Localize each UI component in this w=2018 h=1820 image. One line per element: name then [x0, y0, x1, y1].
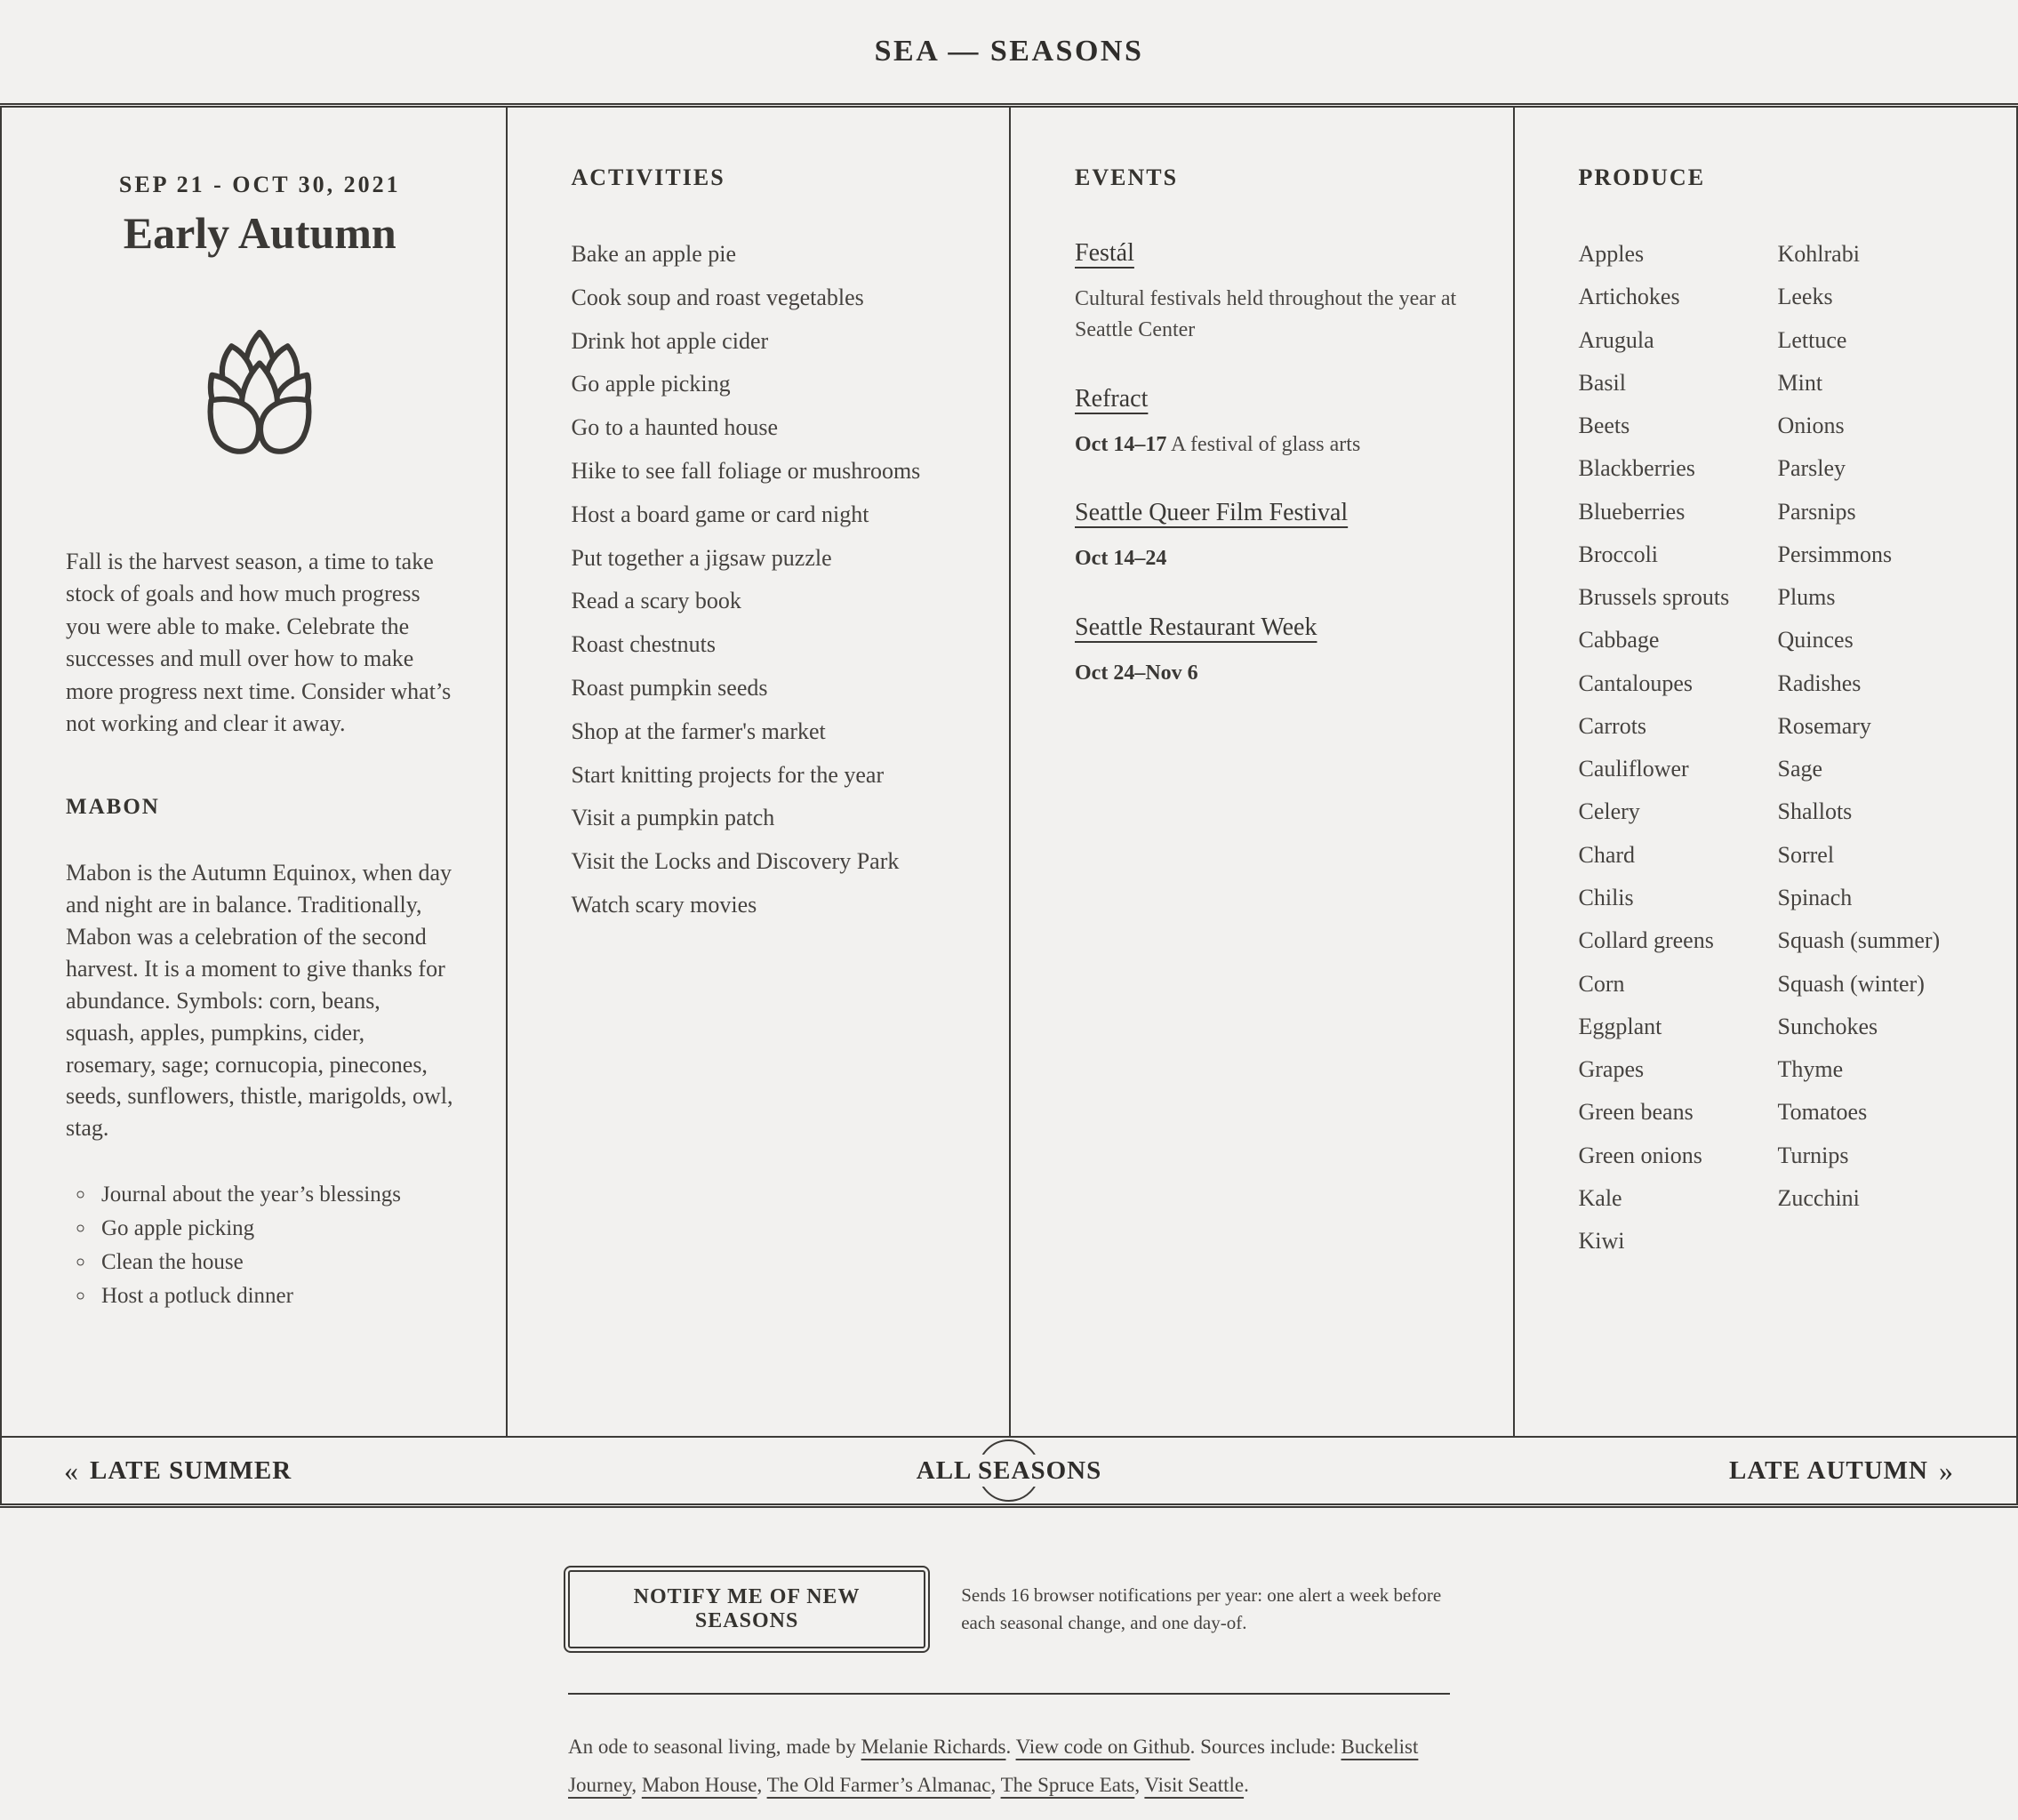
season-nav [0, 1436, 2018, 1505]
mabon-heading: MABON [66, 795, 160, 820]
event-link[interactable]: Seattle Queer Film Festival [1075, 499, 1349, 527]
notify-row [568, 1570, 1450, 1648]
produce-item: Turnips [1777, 1142, 1849, 1168]
activity-item: Read a scary book [571, 588, 741, 614]
credit-link[interactable]: Visit Seattle [1144, 1773, 1245, 1796]
ritual-item: ◦ Clean the house [96, 1247, 454, 1278]
footer-divider [568, 1693, 1450, 1695]
activity-item: Roast chestnuts [571, 631, 716, 658]
produce-item: Persimmons [1777, 541, 1893, 567]
season-columns [0, 108, 2018, 1436]
produce-item: Cantaloupes [1578, 669, 1694, 696]
season-name: Early Autumn [123, 208, 396, 258]
produce-column [1513, 108, 2017, 1436]
season-summary-column [2, 108, 506, 1436]
produce-item: Green beans [1578, 1099, 1694, 1126]
produce-item: Leeks [1777, 284, 1833, 310]
event-link[interactable]: Refract [1075, 384, 1149, 413]
produce-list-right [1778, 239, 1966, 1269]
credit-link[interactable]: Melanie Richards [861, 1736, 1006, 1758]
produce-item: Sorrel [1777, 841, 1835, 868]
activity-item: Start knitting projects for the year [571, 761, 885, 788]
event-detail [1075, 543, 1461, 574]
events-column [1009, 108, 1513, 1436]
produce-item: Sunchokes [1777, 1013, 1878, 1039]
produce-item: Squash (summer) [1777, 927, 1941, 954]
mabon-description: Mabon is the Autumn Equinox, when day and night are in balance. Traditionally, Mabon was a celebration of the second harvest. It is a moment to give thanks for abundance. Symbols: corn, beans, squash, apples, pumpkins, cider, rosemary, sage; cornucopia, pinecones, seeds, sunflowers, thistle, marigolds, owl, stag. [66, 860, 453, 1142]
produce-item: Apples [1578, 241, 1645, 267]
activity-item: Visit the Locks and Discovery Park [571, 848, 900, 875]
activity-item: Cook soup and roast vegetables [571, 284, 864, 310]
page-footer [568, 1570, 1450, 1804]
produce-item: Tomatoes [1777, 1099, 1868, 1126]
produce-item: Blackberries [1578, 455, 1695, 482]
site-title: SEA — SEASONS [874, 35, 1144, 68]
event-detail [1075, 658, 1461, 689]
prev-season-label: LATE SUMMER [90, 1455, 292, 1485]
season-date-range: SEP 21 - OCT 30, 2021 [118, 172, 401, 197]
events-list [1075, 239, 1461, 689]
events-heading: EVENTS [1075, 164, 1179, 190]
ritual-item: ◦ Journal about the year’s blessings [96, 1180, 454, 1210]
produce-item: Collard greens [1578, 927, 1714, 954]
produce-item: Eggplant [1578, 1013, 1662, 1039]
produce-item: Radishes [1777, 669, 1862, 696]
activities-list [572, 239, 958, 920]
produce-item: Sage [1777, 756, 1823, 782]
produce-item: Kale [1578, 1184, 1622, 1211]
ritual-item: ◦ Go apple picking [96, 1214, 454, 1244]
credit-link[interactable]: Buckelist Journey [568, 1736, 1419, 1796]
activity-item: Put together a jigsaw puzzle [571, 544, 832, 571]
produce-item: Plums [1777, 584, 1836, 611]
produce-item: Blueberries [1578, 498, 1686, 525]
produce-item: Cauliflower [1578, 756, 1689, 782]
produce-item: Parsley [1777, 455, 1846, 482]
produce-item: Lettuce [1777, 326, 1847, 353]
event [1075, 613, 1461, 689]
produce-item: Beets [1578, 413, 1630, 439]
event-link[interactable]: Festál [1075, 239, 1134, 267]
event-date: Oct 14–17 [1075, 432, 1167, 456]
next-season-link[interactable] [1729, 1455, 1954, 1487]
produce-item: Artichokes [1578, 284, 1680, 310]
activity-item: Hike to see fall foliage or mushrooms [571, 457, 921, 484]
credit-link[interactable]: View code on Github [1015, 1736, 1190, 1758]
activity-item: Go apple picking [571, 371, 731, 397]
credit-link[interactable]: The Old Farmer’s Almanac [766, 1773, 991, 1796]
produce-item: Onions [1777, 413, 1845, 439]
event-link[interactable]: Seattle Restaurant Week [1075, 613, 1317, 642]
notify-description: Sends 16 browser notifications per year: one alert a week before each seasonal change, and one day-of. [961, 1583, 1442, 1633]
produce-item: Parsnips [1777, 498, 1856, 525]
notify-button[interactable]: NOTIFY ME OF NEW SEASONS [568, 1570, 925, 1648]
produce-item: Broccoli [1578, 541, 1659, 567]
produce-item: Squash (winter) [1777, 970, 1925, 997]
produce-item: Cabbage [1578, 627, 1660, 653]
produce-item: Brussels sprouts [1578, 584, 1730, 611]
activity-item: Drink hot apple cider [571, 327, 769, 354]
event-detail: Cultural festivals held throughout the year at Seattle Center [1075, 287, 1457, 341]
produce-grid [1579, 239, 1966, 1269]
produce-heading: PRODUCE [1578, 164, 1706, 190]
event [1075, 499, 1461, 574]
activity-item: Roast pumpkin seeds [571, 674, 768, 701]
produce-item: Quinces [1777, 627, 1854, 653]
season-description: Fall is the harvest season, a time to take stock of goals and how much progress you were able to make. Celebrate the successes and mull over how to make more progress next time. Consider what’s not working and clear it away. [66, 549, 452, 736]
produce-item: Chard [1578, 841, 1636, 868]
produce-item: Thyme [1777, 1056, 1844, 1083]
produce-item: Rosemary [1777, 712, 1871, 739]
event-date: Oct 14–24 [1075, 547, 1167, 571]
produce-item: Basil [1578, 369, 1626, 396]
produce-item: Shallots [1777, 798, 1853, 825]
event [1075, 239, 1461, 346]
produce-item: Celery [1578, 798, 1640, 825]
produce-item: Arugula [1578, 326, 1654, 353]
right-double-chevron-icon: » [1939, 1454, 1954, 1487]
produce-item: Spinach [1777, 884, 1853, 910]
next-season-label: LATE AUTUMN [1729, 1455, 1928, 1485]
produce-item: Mint [1777, 369, 1823, 396]
produce-item: Kiwi [1578, 1228, 1625, 1255]
activities-column [506, 108, 1010, 1436]
produce-item: Green onions [1578, 1142, 1702, 1168]
activity-item: Host a board game or card night [571, 501, 869, 527]
activity-item: Shop at the farmer's market [571, 718, 826, 744]
event-detail: Oct 14–17 A festival of glass arts [1075, 432, 1361, 456]
event-date: Oct 24–Nov 6 [1075, 661, 1198, 686]
ritual-item: ◦ Host a potluck dinner [96, 1281, 454, 1311]
prev-season-link[interactable] [64, 1455, 292, 1487]
credit-link[interactable]: The Spruce Eats [1000, 1773, 1135, 1796]
produce-item: Zucchini [1777, 1184, 1860, 1211]
produce-item: Carrots [1578, 712, 1647, 739]
all-seasons-label: ALL SEASONS [908, 1455, 1110, 1487]
double-rule [0, 1505, 2018, 1508]
pinecone-icon [66, 314, 454, 471]
site-header [0, 0, 2018, 105]
produce-item: Corn [1578, 970, 1625, 997]
produce-item: Chilis [1578, 884, 1634, 910]
credits: An ode to seasonal living, made by Melanie Richards. View code on Github. Sources include: Buckelist Journey, Mabon House, The Old Farmer’s Almanac, The Spruce Eats, Visit Seattle. [568, 1736, 1419, 1796]
produce-list-left [1579, 239, 1755, 1269]
produce-item: Grapes [1578, 1056, 1645, 1083]
activity-item: Visit a pumpkin patch [571, 805, 775, 831]
event [1075, 385, 1461, 461]
all-seasons-wrap [908, 1454, 1110, 1487]
activity-item: Go to a haunted house [571, 414, 779, 441]
activities-heading: ACTIVITIES [571, 164, 725, 190]
activity-item: Bake an apple pie [571, 241, 737, 267]
produce-item: Kohlrabi [1777, 241, 1860, 267]
left-double-chevron-icon: « [64, 1454, 79, 1487]
activity-item: Watch scary movies [571, 891, 757, 918]
credit-link[interactable]: Mabon House [641, 1773, 757, 1796]
all-seasons-link[interactable] [908, 1454, 1110, 1487]
mabon-ritual-list [66, 1180, 454, 1311]
